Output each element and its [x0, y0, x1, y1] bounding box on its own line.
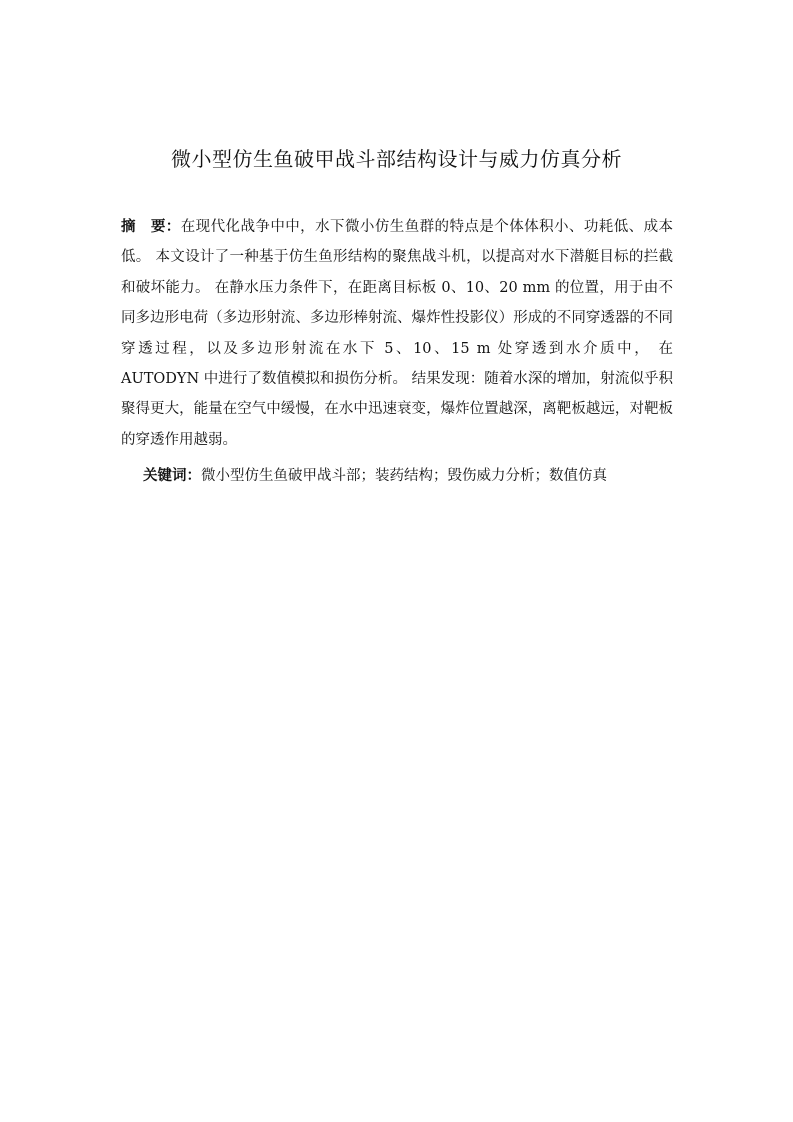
abstract-label: 摘 要： — [121, 219, 181, 235]
abstract-paragraph — [121, 212, 673, 455]
keywords-text: 微小型仿生鱼破甲战斗部；装药结构；毁伤威力分析；数值仿真 — [201, 468, 607, 484]
paper-title: 微小型仿生鱼破甲战斗部结构设计与威力仿真分析 — [171, 147, 622, 171]
keywords-line — [143, 461, 683, 491]
keywords-label: 关键词： — [143, 468, 201, 484]
abstract-text: 在现代化战争中中，水下微小仿生鱼群的特点是个体体积小、功耗低、成本低。 本文设计了一种基于仿生鱼形结构的聚焦战斗机，以提高对水下潜艇目标的拦截和破坏能力。 在静水压力条件下，在距离目标板 0、10、20 mm 的位置，用于由不同多边形电荷（多边形射流、多边形棒射流、爆炸性投影仪）形成的不同穿透器的不同穿透过程，以及多边形射流在水下 5、10、15 m 处穿透到水介质中， 在 AUTODYN 中进行了数值模拟和损伤分析。 结果发现：随着水深的增加，射流似乎积聚得更大，能量在空气中缓慢，在水中迅速衰变，爆炸位置越深，离靶板越远，对靶板的穿透作用越弱。 — [121, 219, 674, 448]
